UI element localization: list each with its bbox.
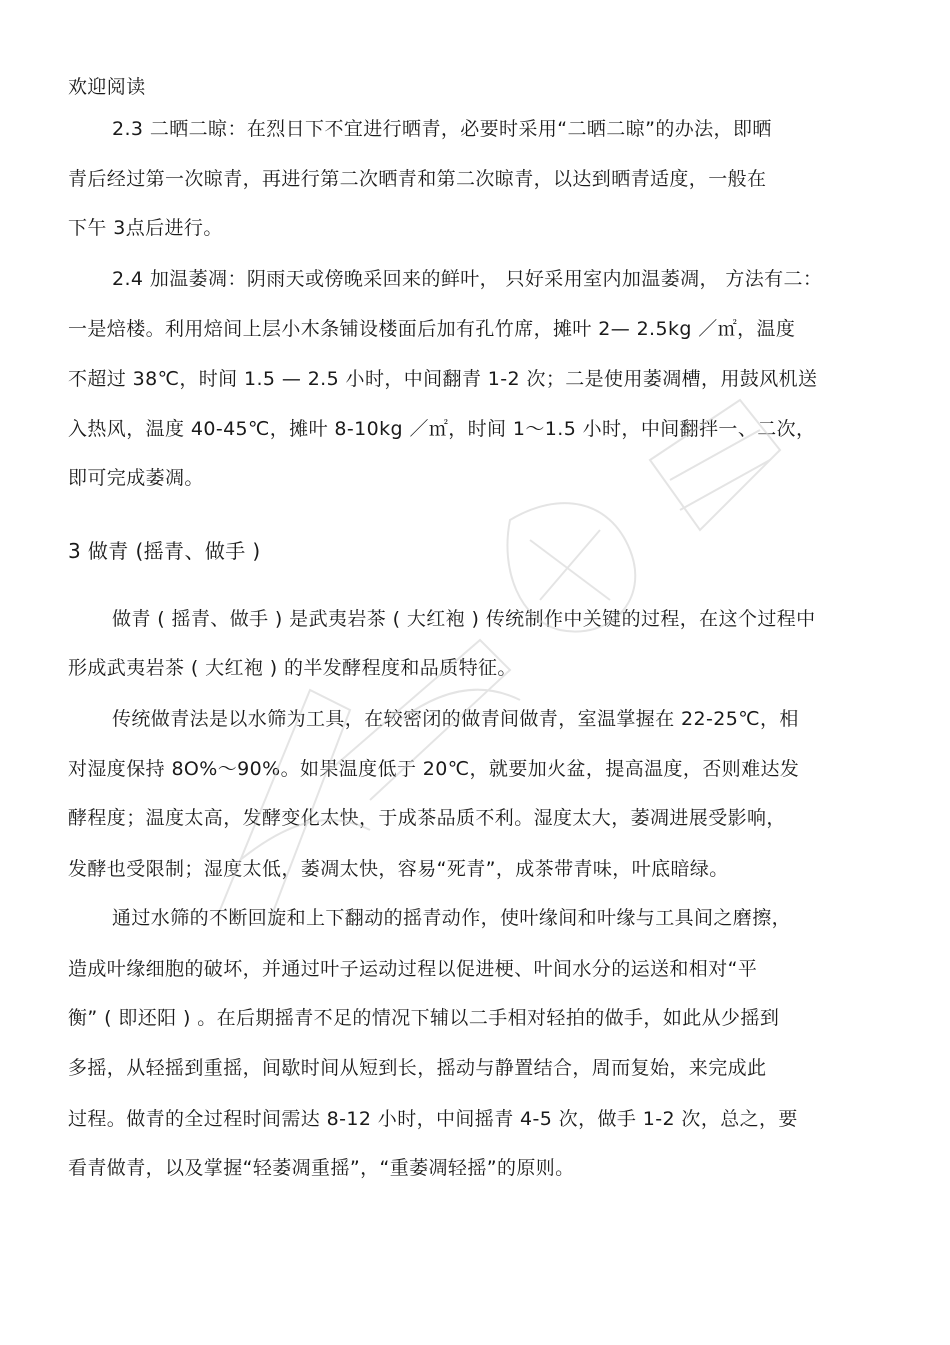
text-line: 青后经过第一次晾青，再进行第二次晒青和第二次晾青，以达到晒青适度，一般在 [68,168,767,190]
text-line: 下午 3点后进行。 [68,217,223,239]
text-line: 做青 ( 摇青、做手 ) 是武夷岩茶 ( 大红袍 ) 传统制作中关键的过程，在这个过程中 [112,608,816,630]
text-line: 对湿度保持 8O%～90%。如果温度低于 20℃，就要加火盆，提高温度，否则难达发 [68,758,800,780]
text-line: 过程。做青的全过程时间需达 8-12 小时，中间摇青 4-5 次，做手 1-2 次，总之，要 [68,1108,798,1130]
header-welcome: 欢迎阅读 [68,76,146,98]
text-line: 一是焙楼。利用焙间上层小木条铺设楼面后加有孔竹席，摊叶 2— 2.5kg ／㎡，温度 [68,318,796,340]
text-line: 看青做青，以及掌握“轻萎凋重摇”，“重萎凋轻摇”的原则。 [68,1157,575,1179]
section-heading: 3 做青 (摇青、做手 ) [68,539,261,563]
text-line: 通过水筛的不断回旋和上下翻动的摇青动作，使叶缘间和叶缘与工具间之磨擦， [112,907,792,929]
text-line: 2.3 二晒二晾：在烈日下不宜进行晒青，必要时采用“二晒二晾”的办法，即晒 [112,118,772,140]
text-line: 酵程度；温度太高，发酵变化太快，于成茶品质不利。湿度太大，萎凋进展受影响， [68,807,786,829]
text-line: 传统做青法是以水筛为工具，在较密闭的做青间做青，室温掌握在 22-25℃，相 [112,708,799,730]
text-line: 不超过 38℃，时间 1.5 — 2.5 小时，中间翻青 1-2 次；二是使用萎凋槽，用鼓风机送 [68,368,818,390]
text-line: 即可完成萎凋。 [68,467,204,489]
text-line: 2.4 加温萎凋：阴雨天或傍晚采回来的鲜叶， 只好采用室内加温萎凋， 方法有二： [112,268,823,290]
text-line: 发酵也受限制；湿度太低，萎凋太快，容易“死青”，成茶带青味，叶底暗绿。 [68,858,729,880]
text-line: 形成武夷岩茶 ( 大红袍 ) 的半发酵程度和品质特征。 [68,657,517,679]
text-line: 多摇，从轻摇到重摇，间歇时间从短到长，摇动与静置结合，周而复始，来完成此 [68,1057,767,1079]
text-line: 入热风，温度 40-45℃，摊叶 8-10kg ／㎡，时间 1～1.5 小时，中间翻拌一、二次， [68,418,816,440]
text-line: 衡” ( 即还阳 ) 。在后期摇青不足的情况下辅以二手相对轻拍的做手，如此从少摇到 [68,1007,780,1029]
text-line: 造成叶缘细胞的破坏，并通过叶子运动过程以促进梗、叶间水分的运送和相对“平 [68,958,758,980]
